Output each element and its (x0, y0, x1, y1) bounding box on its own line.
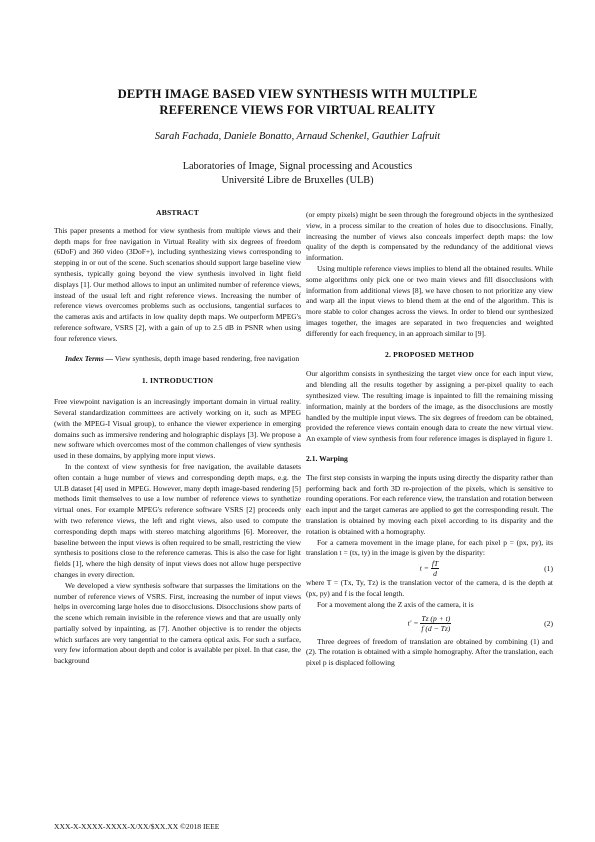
method-paragraph: Our algorithm consists in synthesizing the target view once for each input view, and blending all the results together by assigning a per-pixel quality to each synthesized view. The resulting image is inpainted to fill the remaining missing information, mainly at the borders of the image, as the disocclusions are mostly handled by the multiple input views. The six degrees of freedom can be obtained, provided the reference views contain enough data to create the new virtual view. An example of view synthesis from four reference images is displayed in figure 1. (306, 369, 553, 444)
right-paragraph-2: Using multiple reference views implies to blend all the obtained results. While some algorithms only pick one or two main views and fill disocclusions with information from additional views [8], we have chosen to not prioritize any view and warp all the input views to blend them at the end of the algorithm. This is more stable to color changes across the views. In order to blend our synthesized images together, the images are separated in two frequencies and weighted differently for each frequency, in an approach similar to [9]. (306, 263, 553, 338)
warping-heading: 2.1. Warping (306, 453, 348, 463)
affiliation (60, 160, 535, 188)
abstract-text: This paper presents a method for view synthesis from multiple views and their depth maps for free navigation in Virtual Reality with six degrees of freedom (6DoF) and 360 video (3DoF+), including synthesizing views corresponding to stepping in or out of the scene. Such scenarios should support large baseline view synthesis, typically going beyond the view synthesis involved in light field displays [1]. Our method allows to input an unlimited number of reference views, instead of the usual left and right reference views. Increasing the number of reference views overcomes problems such as occlusions, tangential surfaces to the cameras axis and artifacts in low quality depth maps. We outperform MPEG's reference software, VSRS [2], with a gain of up to 2.5 dB in PSNR when using four reference views. (54, 225, 301, 343)
title-line-1: DEPTH IMAGE BASED VIEW SYNTHESIS WITH MULTIPLE (117, 87, 478, 101)
intro-paragraph-2: In the context of view synthesis for free navigation, the available datasets often contain a huge number of views and corresponding depth maps, e.g. the ULB dataset [4] used in MPEG. However, many depth image-based rendering [5] methods limit themselves to use a low number of reference views to synthetize virtual ones. For example MPEG's reference software VSRS [2] proceeds only with two reference views, the left and right views, also used to compute the corresponding depth maps with stereo matching algorithms [6]. Moreover, the baseline between the input views is often required to be small, restricting the view synthesis to positions close to the reference cameras. This is also the case for light fields [1], where the high density of input views does not allow huge perspective changes in every direction. (54, 461, 301, 579)
method-heading: 2. PROPOSED METHOD (384, 349, 475, 359)
intro-paragraph-3: We developed a view synthesis software that surpasses the limitations on the number of reference views of VSRS. First, increasing the number of input views helps in overcoming large holes due to disocclusions. Disocclusions show parts of the scene which remain invisible in the reference views and that are usually only partially solved by inpainting, as [7]. Another objective is to render the objects which surfaces are very tangential to the camera optical axis. For such a surface, very few information about depth and color is available per pixel. In that case, the background (54, 580, 301, 666)
warping-paragraph-1: The first step consists in warping the inputs using directly the disparity rather than performing back and forth 3D re-projection of the pixels, which is sensitive to rounding operations. For each reference view, the translation and rotation between each input and the target cameras are applied to get the corresponding result. The translation is obtained by moving each pixel according to its disparity and the rotation is obtained with a homography. (306, 472, 553, 536)
intro-heading: 1. INTRODUCTION (141, 376, 214, 386)
warping-paragraph-2: For a camera movement in the image plane, for each pixel p = (px, py), its translation t = (tx, ty) in the image is given by the disparity: (306, 537, 553, 558)
intro-paragraph-1: Free viewpoint navigation is an increasingly important domain in virtual reality. Several standardization committees are actively working on it, such as MPEG (with the MPEG-I Visual group), to enhance the viewer experience in emerging domains such as immersive rendering and holographic displays [3]. We propose a new software which overcomes most of the common challenges of view synthesis used in these domains, by applying more input views. (54, 397, 301, 461)
index-terms (54, 354, 301, 365)
equation-1-denominator: d (433, 569, 437, 579)
equation-1-lhs: t = (419, 563, 429, 573)
warping-paragraph-5: Three degrees of freedom of translation are obtained by combining (1) and (2). The rotation is obtained with a simple homography. After the translation, each pixel p is displaced following (306, 636, 553, 668)
author-list: Sarah Fachada, Daniele Bonatto, Arnaud Schenkel, Gauthier Lafruit (154, 131, 441, 142)
index-terms-text: View synthesis, depth image based rendering, free navigation (113, 353, 300, 363)
warping-paragraph-4: For a movement along the Z axis of the camera, it is (317, 599, 474, 609)
affiliation-line-2: Université Libre de Bruxelles (ULB) (221, 175, 374, 186)
equation-1-numerator: fT (431, 559, 439, 569)
right-paragraph-1: (or empty pixels) might be seen through the foreground objects in the synthesized view, in a process similar to the creation of holes due to disocclusions. Finally, increasing the number of views also conceals imperfect depth maps: the low quality of the depth is compensated by the redundancy of the additional views information. (306, 210, 553, 263)
paper-title (60, 86, 535, 118)
equation-1-fraction (431, 559, 439, 578)
abstract-heading: ABSTRACT (156, 208, 199, 217)
right-column (306, 210, 553, 669)
equation-2 (306, 614, 553, 633)
equation-2-lhs: t′ = (407, 617, 419, 627)
equation-2-number: (2) (544, 618, 553, 628)
warping-paragraph-3: where T = (Tx, Ty, Tz) is the translation vector of the camera, d is the depth at (px, py) and f is the focal length. (306, 578, 553, 598)
equation-1 (306, 559, 553, 578)
title-line-2: REFERENCE VIEWS FOR VIRTUAL REALITY (159, 103, 436, 117)
copyright-footer: XXX-X-XXXX-XXXX-X/XX/$XX.XX ©2018 IEEE (54, 822, 220, 831)
equation-2-numerator: Tz (p + t) (421, 613, 451, 623)
equation-2-fraction (420, 614, 451, 633)
equation-1-number: (1) (544, 564, 553, 574)
equation-2-denominator: f (d − Tz) (421, 623, 451, 633)
index-terms-label: Index Terms — (65, 353, 114, 363)
left-column (54, 208, 301, 667)
affiliation-line-1: Laboratories of Image, Signal processing and Acoustics (182, 161, 413, 172)
